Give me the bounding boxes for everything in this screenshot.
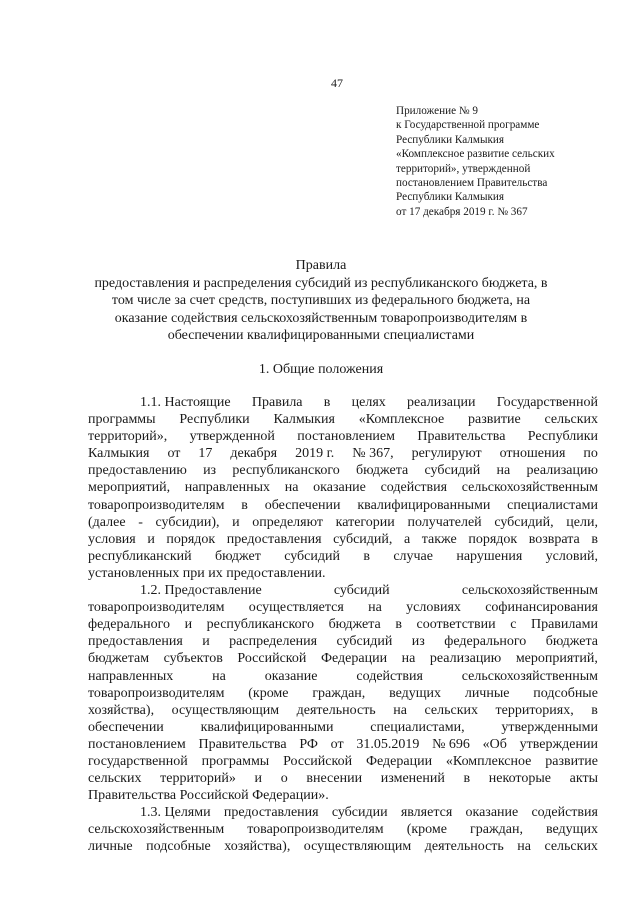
- body-word: обеспечении: [88, 719, 164, 735]
- body-word: из: [411, 634, 425, 650]
- body-word: сельских: [544, 412, 598, 428]
- body-word: бюджета: [328, 617, 381, 633]
- body-word: сельскохозяйственным: [461, 583, 598, 599]
- body-word: получателей: [407, 514, 482, 530]
- body-word: (кроме: [406, 822, 447, 838]
- body-word: реализацию: [526, 463, 598, 479]
- body-word: условия: [88, 531, 136, 547]
- body-word: направленных: [184, 480, 271, 496]
- body-word: республиканского: [232, 463, 340, 479]
- body-word: Республики: [179, 412, 250, 428]
- body-line: [88, 753, 598, 770]
- title-line: предоставления и распределения субсидий из республиканского бюджета, в: [94, 275, 548, 291]
- body-word: и: [232, 514, 240, 530]
- body-line: [88, 770, 598, 787]
- title-line: оказание содействия сельскохозяйственным товаропроизводителям в: [114, 310, 528, 326]
- body-word: и: [184, 617, 193, 633]
- body-word: сельских: [88, 771, 142, 787]
- body-word: «Комплексное: [358, 412, 445, 428]
- body-line: [88, 497, 598, 514]
- body-word: Российской: [237, 651, 307, 667]
- body-word: мероприятий,: [88, 480, 171, 496]
- body-word: утвержденной: [189, 429, 275, 445]
- body-word: сельских: [544, 839, 598, 855]
- body-word: Российской: [283, 753, 353, 769]
- body-word: специалистами: [507, 497, 598, 513]
- body-line: [88, 479, 598, 496]
- body-word: от: [330, 736, 344, 752]
- body-word: сельскохозяйственным: [88, 822, 225, 838]
- body-line: [88, 411, 598, 428]
- body-word: на: [496, 463, 511, 479]
- body-line: [88, 650, 598, 667]
- body-word: Правительства: [198, 736, 287, 752]
- body-word: акты: [569, 771, 598, 787]
- body-word: на: [212, 668, 226, 684]
- body-line: [88, 548, 598, 565]
- body-word: постановлением: [297, 429, 395, 445]
- appendix-line: территорий», утвержденной: [396, 162, 531, 175]
- body-word: хозяйства),: [224, 839, 291, 855]
- body-word: регулируют: [411, 446, 482, 462]
- body-word: некоторые: [488, 771, 551, 787]
- body-word: декабря: [230, 446, 278, 462]
- body-word: ведущих: [546, 822, 598, 838]
- body-word: товаропроизводителям: [88, 600, 225, 616]
- body-word: Правительства: [417, 429, 506, 445]
- body-word: федерального: [444, 634, 527, 650]
- body-word: содействия: [356, 668, 423, 684]
- appendix-line: Приложение № 9: [396, 105, 478, 117]
- body-word: на: [393, 702, 407, 718]
- body-word: деятельность: [424, 839, 504, 855]
- body-word: утвержденными: [501, 719, 598, 735]
- body-word: республиканского: [206, 617, 314, 633]
- appendix-line: Республики Калмыкия: [396, 133, 505, 146]
- body-word: граждан,: [470, 822, 523, 838]
- body-word: и: [254, 771, 263, 787]
- body-word: бюджета: [545, 634, 598, 650]
- body-word: обеспечении: [264, 497, 341, 513]
- body-word: Калмыкия: [273, 412, 335, 428]
- body-word: реализации: [407, 395, 476, 410]
- body-word: софинансирования: [485, 600, 598, 616]
- body-line: [88, 633, 598, 650]
- body-word: республиканский: [88, 548, 192, 564]
- title-line: обеспечении квалифицированными специалистами: [167, 328, 475, 343]
- body-word: на: [368, 600, 382, 616]
- body-word: деятельность: [296, 702, 376, 718]
- body-line: [88, 702, 598, 719]
- body-word: отношения: [499, 446, 566, 462]
- body-word: порядок: [468, 531, 518, 547]
- body-word: в: [241, 497, 248, 513]
- body-word: по: [583, 446, 598, 462]
- body-word: внесении: [306, 771, 363, 787]
- body-word: программы: [201, 753, 270, 769]
- body-word: Республики: [527, 429, 598, 445]
- body-word: направленных: [88, 668, 174, 684]
- body-word: оказание: [313, 480, 366, 496]
- body-word: личные: [464, 685, 510, 701]
- body-word: предоставления: [226, 531, 322, 547]
- body-word: возврата: [528, 531, 580, 547]
- body-word: субсидий: [284, 548, 340, 564]
- body-word: развитие: [468, 412, 521, 428]
- body-word: субсидий,: [333, 531, 393, 547]
- body-line: [88, 804, 598, 821]
- body-word: программы: [88, 412, 156, 428]
- body-word: федерального: [88, 617, 171, 633]
- body-word: осуществляется: [248, 600, 344, 616]
- body-word: подсобные: [533, 685, 598, 701]
- body-word: Калмыкия: [88, 446, 150, 462]
- body-text: [88, 394, 598, 856]
- body-word: и: [147, 531, 155, 547]
- body-word: подсобные: [146, 839, 211, 855]
- body-word: оказание: [264, 668, 318, 684]
- body-word: 17: [198, 446, 213, 462]
- body-word: Правила: [251, 395, 303, 410]
- body-word: товаропроизводителям: [88, 497, 225, 513]
- body-word: условиях: [406, 600, 461, 616]
- body-word: реализацию: [429, 651, 502, 667]
- body-word: утверждении: [519, 736, 598, 752]
- body-word: квалифицированными: [357, 497, 491, 513]
- body-word: (кроме: [248, 685, 289, 701]
- body-line: [88, 582, 598, 599]
- body-word: субсидий: [424, 463, 481, 479]
- body-word: ведущих: [389, 685, 442, 701]
- body-line: [88, 599, 598, 616]
- body-word: предоставления: [88, 634, 183, 650]
- body-word: цели,: [566, 514, 598, 530]
- body-word: субсидии: [331, 805, 388, 821]
- body-word: в: [395, 617, 402, 633]
- body-word: постановлением: [88, 736, 186, 752]
- body-word: содействия: [380, 480, 448, 496]
- body-word: товаропроизводителям: [88, 685, 225, 701]
- body-line: [88, 685, 598, 702]
- body-word: сельскохозяйственным: [461, 480, 598, 496]
- body-word: на: [401, 651, 416, 667]
- appendix-line: постановлением Правительства: [396, 177, 548, 190]
- body-line: [88, 565, 598, 582]
- body-word: в: [591, 702, 598, 718]
- body-word: сельских: [424, 702, 478, 718]
- appendix-block: [396, 104, 555, 219]
- body-word: на: [517, 839, 531, 855]
- body-line: [88, 514, 598, 531]
- body-word: в: [323, 395, 331, 410]
- body-word: субсидии),: [155, 514, 220, 530]
- body-word: бюджета: [356, 463, 409, 479]
- body-word: № 367,: [352, 446, 394, 462]
- body-word: предоставлению: [88, 463, 187, 479]
- body-word: граждан,: [312, 685, 366, 701]
- body-word: содействия: [531, 805, 598, 821]
- body-line: [88, 838, 598, 855]
- section-heading: 1. Общие положения: [258, 362, 384, 377]
- body-word: с: [510, 617, 517, 633]
- body-line: [88, 462, 598, 479]
- body-word: товаропроизводителям: [247, 822, 384, 838]
- body-word: изменений: [380, 771, 445, 787]
- body-word: 2019 г.: [295, 446, 335, 462]
- body-word: о: [280, 771, 288, 787]
- body-word: оказание: [465, 805, 519, 821]
- body-word: субсидий,: [494, 514, 554, 530]
- body-line: [88, 531, 598, 548]
- body-word: порядок: [166, 531, 216, 547]
- body-word: в: [591, 531, 598, 547]
- body-word: Правительства Российской Федерации».: [88, 788, 329, 804]
- body-word: субсидий: [333, 583, 390, 599]
- body-word: Правилами: [530, 617, 598, 633]
- body-word: а: [403, 531, 411, 547]
- body-word: категории: [335, 514, 395, 530]
- body-word: 1.2. Предоставление: [140, 583, 262, 599]
- body-word: развитие: [545, 753, 598, 769]
- body-word: также: [421, 531, 457, 547]
- body-word: территорий»,: [88, 429, 168, 445]
- body-line: [88, 616, 598, 633]
- body-word: Федерации: [365, 753, 433, 769]
- body-word: случае: [393, 548, 433, 564]
- body-word: условий,: [545, 548, 598, 564]
- body-line: [88, 428, 598, 445]
- title-line: том числе за счет средств, поступивших из федерального бюджета, на: [111, 293, 531, 308]
- body-word: специалистами,: [370, 719, 465, 735]
- body-word: РФ: [299, 736, 318, 752]
- body-word: распределения: [229, 634, 318, 650]
- page-number: 47: [331, 76, 343, 90]
- appendix-line: к Государственной программе: [396, 119, 540, 132]
- body-word: соответствии: [416, 617, 496, 633]
- body-word: целях: [351, 395, 386, 410]
- body-line: [88, 719, 598, 736]
- appendix-line: от 17 декабря 2019 г. № 367: [396, 205, 528, 218]
- body-word: в: [463, 771, 471, 787]
- title-line: Правила: [295, 258, 347, 273]
- body-word: государственной: [88, 753, 188, 769]
- body-word: № 696: [432, 736, 470, 752]
- body-word: и: [202, 634, 210, 650]
- body-line: [88, 821, 598, 838]
- body-word: является: [400, 805, 453, 821]
- body-word: от: [167, 446, 181, 462]
- body-word: (далее: [88, 514, 126, 530]
- body-word: -: [138, 514, 143, 530]
- body-word: квалифицированными: [200, 719, 334, 735]
- body-word: нарушения: [456, 548, 523, 564]
- body-line: [88, 787, 598, 804]
- body-word: бюджетам: [88, 651, 150, 667]
- body-word: 1.1. Настоящие: [140, 395, 231, 410]
- body-word: предоставления: [223, 805, 319, 821]
- body-word: «Комплексное: [445, 753, 532, 769]
- body-word: хозяйства),: [88, 702, 155, 718]
- body-line: [88, 736, 598, 753]
- body-line: [88, 394, 598, 411]
- body-word: на: [284, 480, 299, 496]
- body-word: мероприятий,: [515, 651, 598, 667]
- document-title: [86, 257, 556, 345]
- body-word: Федерации: [320, 651, 388, 667]
- body-word: «Об: [482, 736, 507, 752]
- appendix-line: «Комплексное развитие сельских: [396, 148, 555, 161]
- body-word: территориях,: [495, 702, 574, 718]
- body-word: субъектов: [163, 651, 223, 667]
- body-word: Государственной: [496, 395, 598, 410]
- body-word: в: [363, 548, 370, 564]
- body-word: бюджет: [215, 548, 261, 564]
- appendix-line: Республики Калмыкия: [396, 191, 505, 204]
- body-line: [88, 445, 598, 462]
- body-word: субсидий: [336, 634, 393, 650]
- body-word: осуществляющим: [303, 839, 412, 855]
- body-word: осуществляющим: [171, 702, 280, 718]
- body-word: личные: [88, 839, 133, 855]
- body-word: территорий»: [160, 771, 236, 787]
- body-line: [88, 668, 598, 685]
- body-word: установленных при их предоставлении.: [88, 565, 326, 581]
- body-word: 31.05.2019: [356, 736, 420, 752]
- body-word: из: [203, 463, 217, 479]
- body-word: определяют: [252, 514, 323, 530]
- body-word: сельскохозяйственным: [461, 668, 598, 684]
- body-word: 1.3. Целями: [140, 805, 211, 821]
